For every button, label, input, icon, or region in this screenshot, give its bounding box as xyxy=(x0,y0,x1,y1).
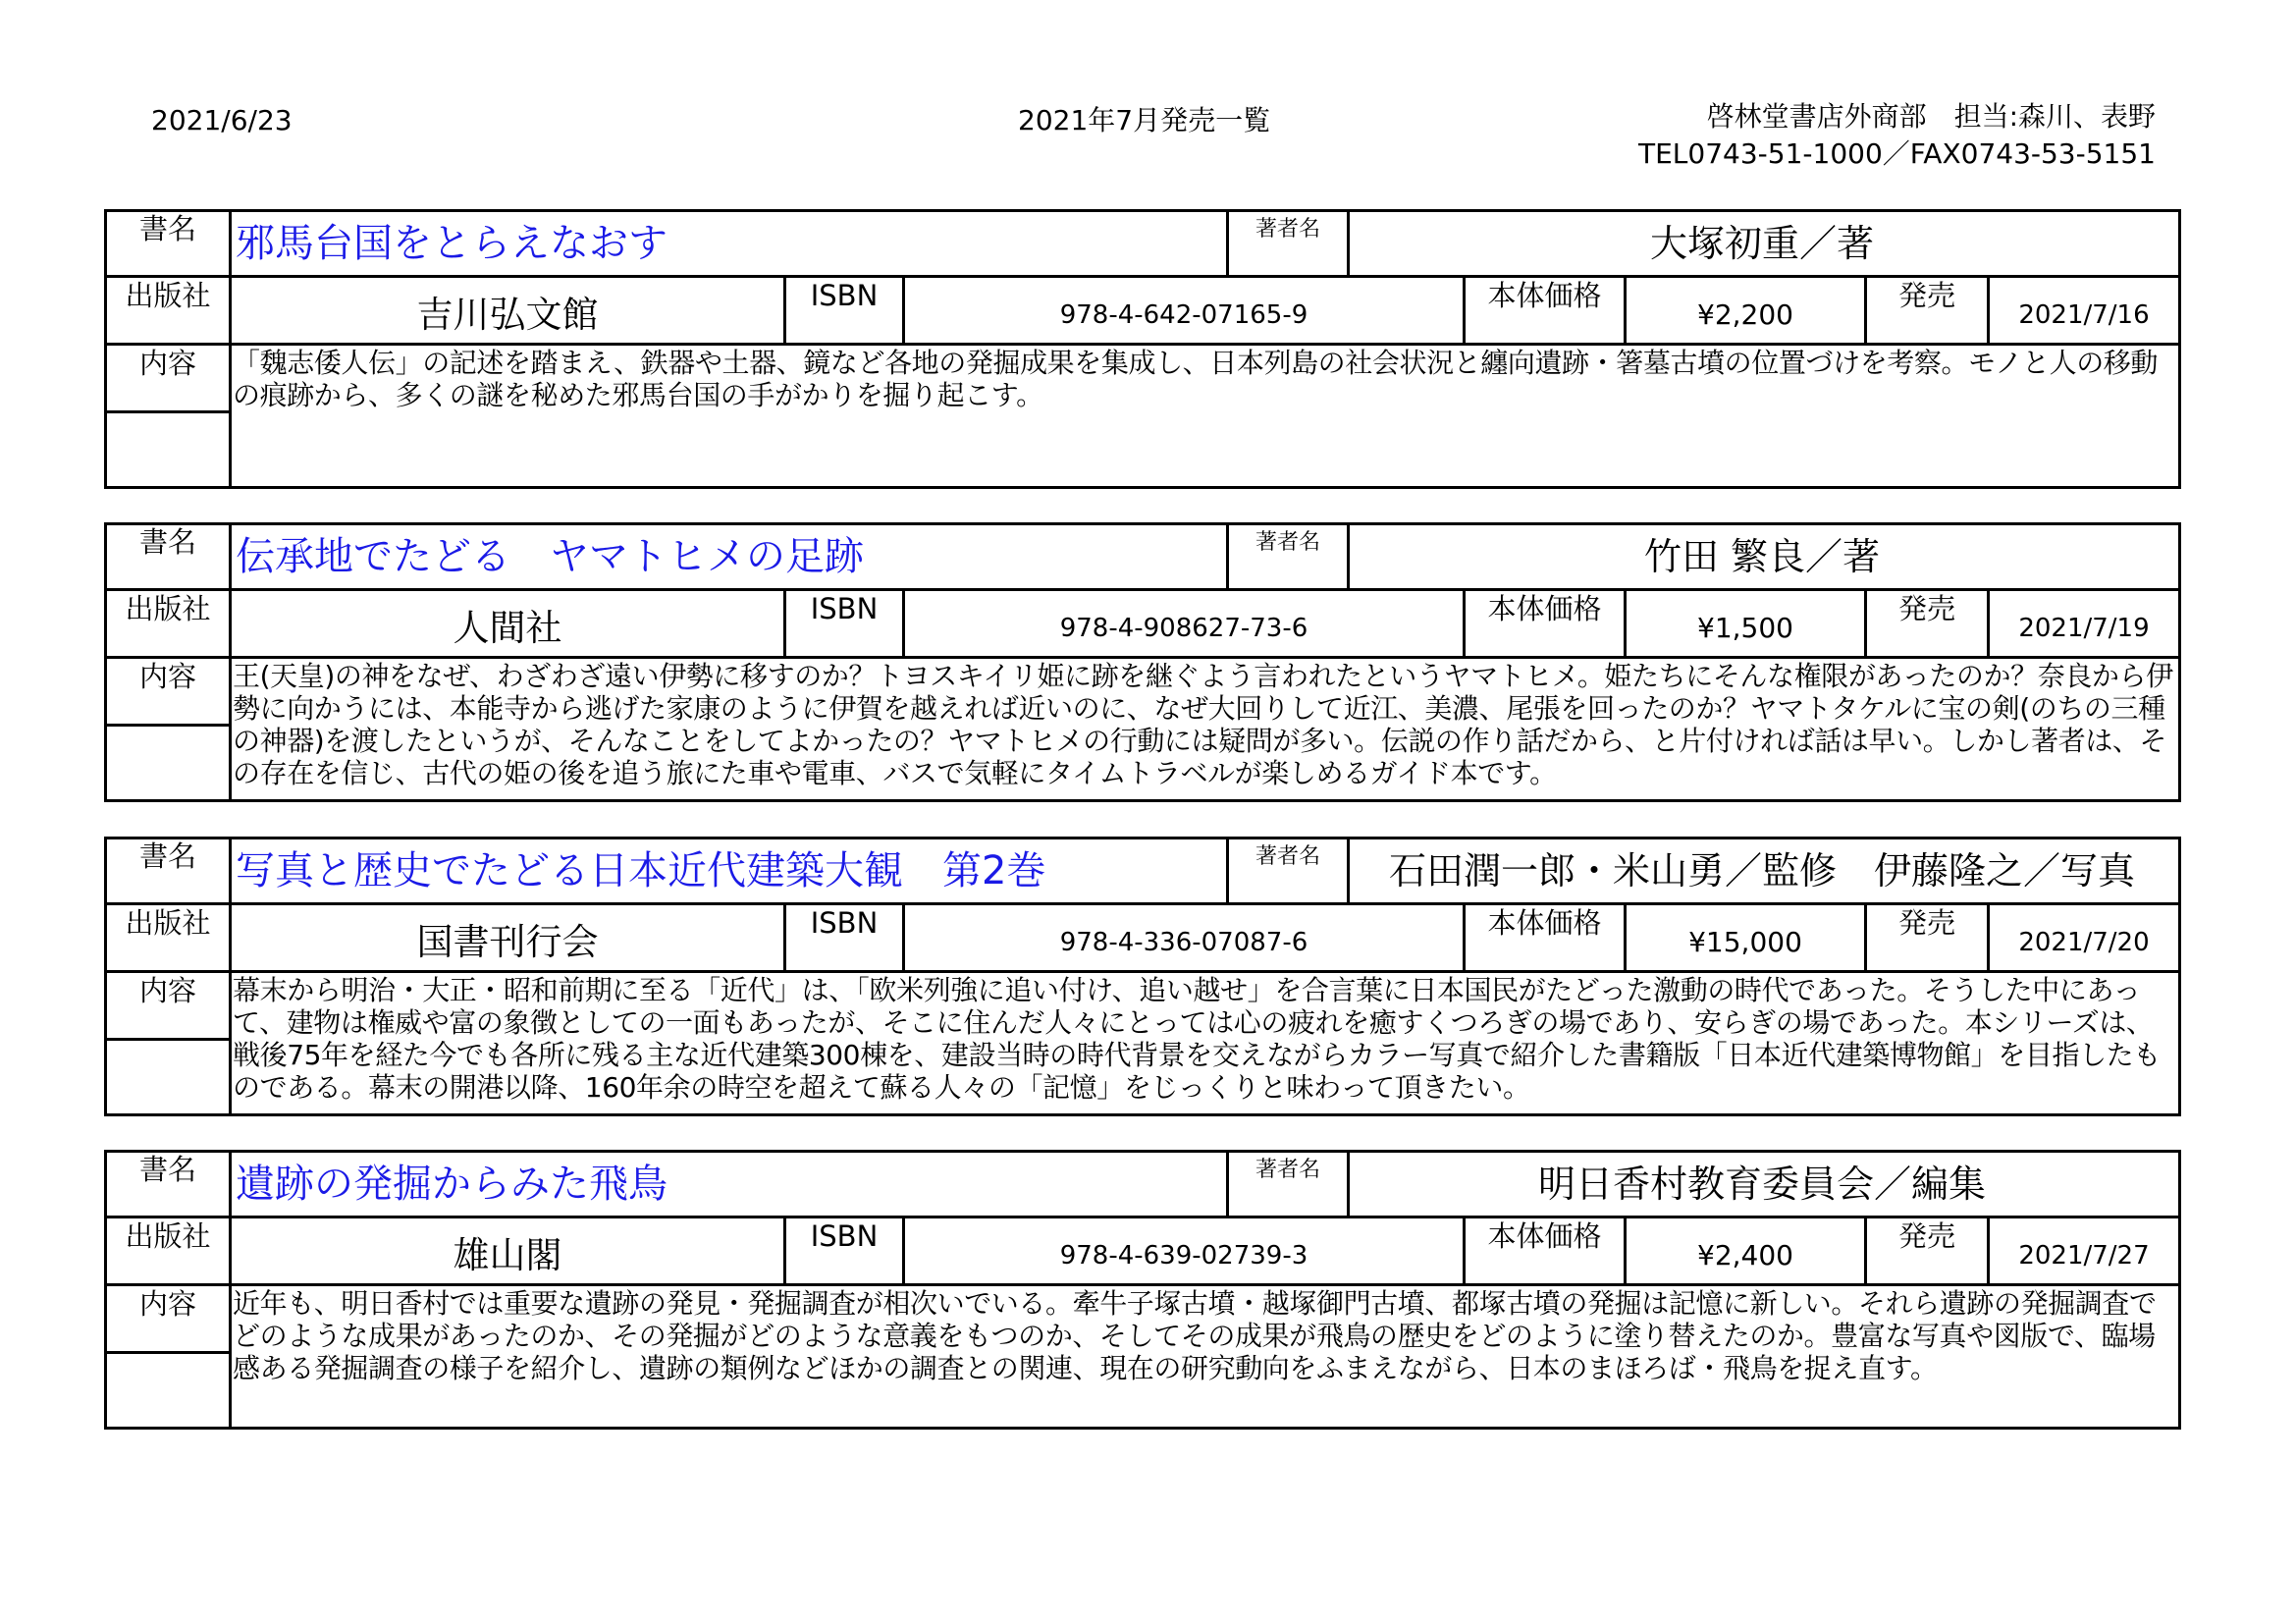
isbn-value: 978-4-642-07165-9 xyxy=(1059,300,1308,330)
publisher-name: 人間社 xyxy=(453,607,562,649)
row-divider xyxy=(107,1038,229,1041)
book-title: 伝承地でたどる ヤマトヒメの足跡 xyxy=(236,534,864,579)
book-author: 竹田 繁良／著 xyxy=(1643,535,1881,578)
price-label: 本体価格 xyxy=(1487,592,1602,625)
row-divider xyxy=(107,970,2178,973)
phone-fax: TEL0743-51-1000／FAX0743-53-5151 xyxy=(1638,137,2156,170)
book-title: 邪馬台国をとらえなおす xyxy=(236,221,667,266)
book-author: 大塚初重／著 xyxy=(1649,222,1874,265)
release-label: 発売 xyxy=(1897,906,1955,940)
release-label: 発売 xyxy=(1897,1219,1955,1253)
row-divider xyxy=(107,1351,229,1354)
col-divider xyxy=(229,839,232,1116)
document-date: 2021/6/23 xyxy=(151,104,293,136)
price-value: ¥15,000 xyxy=(1688,926,1802,958)
col-divider xyxy=(229,212,232,489)
row-divider xyxy=(107,902,2178,905)
isbn-value: 978-4-639-02739-3 xyxy=(1059,1241,1308,1271)
isbn-label: ISBN xyxy=(810,279,879,312)
store-contact-person: 啓林堂書店外商部 担当:森川、表野 xyxy=(1706,100,2156,133)
page-title: 2021年7月発売一覧 xyxy=(1018,104,1271,136)
book-card xyxy=(104,1150,2181,1430)
title-label: 書名 xyxy=(138,1153,196,1186)
title-label: 書名 xyxy=(138,525,196,559)
row-divider xyxy=(107,1283,2178,1286)
row-divider xyxy=(107,275,2178,278)
author-label: 著者名 xyxy=(1255,217,1320,242)
author-label: 著者名 xyxy=(1255,844,1320,869)
book-description: 王(天皇)の神をなぜ、わざわざ遠い伊勢に移すのか？トヨスキイリ姫に跡を継ぐよう言われたというヤマトヒメ。姫たちにそんな権限があったのか？奈良から伊勢に向かうには、本能寺から逃げた家康のように伊賀を越えれば近いのに、なぜ大回りして近江、美濃、尾張を回ったのか？ヤマトタケルに宝の剣(のちの三種の神器)を渡したというが、そんなことをしてよかったの？ヤマトヒメの行動には疑問が多い。伝説の作り話だから、と片付ければ話は早い。しかし著者は、その存在を信じ、古代の姫の後を追う旅にた車や電車、バスで気軽にタイムトラベルが楽しめるガイド本です。 xyxy=(233,660,2173,789)
col-divider xyxy=(229,1153,232,1430)
book-card xyxy=(104,837,2181,1116)
row-divider xyxy=(107,724,229,727)
row-divider xyxy=(107,343,2178,346)
book-description: 「魏志倭人伝」の記述を踏まえ、鉄器や土器、鏡など各地の発掘成果を集成し、日本列島の社会状況と纏向遺跡・箸墓古墳の位置づけを考察。モノと人の移動の痕跡から、多くの謎を秘めた邪馬台国の手がかりを掘り起こす。 xyxy=(233,347,2159,411)
book-card xyxy=(104,209,2181,489)
book-author: 明日香村教育委員会／編集 xyxy=(1537,1163,1986,1206)
isbn-value: 978-4-336-07087-6 xyxy=(1059,928,1308,957)
content-label: 内容 xyxy=(138,347,196,380)
price-value: ¥2,400 xyxy=(1697,1239,1793,1271)
isbn-value: 978-4-908627-73-6 xyxy=(1059,614,1308,643)
price-value: ¥1,500 xyxy=(1697,612,1793,644)
release-date: 2021/7/20 xyxy=(2018,928,2150,957)
author-label: 著者名 xyxy=(1255,1158,1320,1182)
publisher-label: 出版社 xyxy=(125,592,211,625)
publisher-name: 雄山閣 xyxy=(453,1234,562,1276)
release-label: 発売 xyxy=(1897,279,1955,312)
book-title: 写真と歴史でたどる日本近代建築大観 第2巻 xyxy=(236,848,1046,893)
isbn-label: ISBN xyxy=(810,906,879,940)
row-divider xyxy=(107,588,2178,591)
content-label: 内容 xyxy=(138,1287,196,1321)
row-divider xyxy=(107,1216,2178,1218)
release-label: 発売 xyxy=(1897,592,1955,625)
author-label: 著者名 xyxy=(1255,530,1320,555)
release-date: 2021/7/27 xyxy=(2018,1241,2150,1271)
book-author: 石田潤一郎・米山勇／監修 伊藤隆之／写真 xyxy=(1388,849,2135,893)
publisher-label: 出版社 xyxy=(125,1219,211,1253)
price-value: ¥2,200 xyxy=(1697,298,1793,331)
publisher-label: 出版社 xyxy=(125,279,211,312)
content-label: 内容 xyxy=(138,660,196,693)
book-title: 遺跡の発掘からみた飛鳥 xyxy=(236,1162,667,1207)
title-label: 書名 xyxy=(138,839,196,873)
publisher-name: 吉川弘文館 xyxy=(416,294,599,336)
col-divider xyxy=(229,525,232,802)
book-description: 幕末から明治・大正・昭和前期に至る「近代」は、「欧米列強に追い付け、追い越せ」を合言葉に日本国民がたどった激動の時代であった。そうした中にあって、建物は権威や富の象徴としての一面もあったが、そこに住んだ人々にとっては心の疲れを癒すくつろぎの場であり、安らぎの場であった。本シリーズは、戦後75年を経た今でも各所に残る主な近代建築300棟を、建設当時の時代背景を交えながらカラー写真で紹介した書籍版「日本近代建築博物館」を目指したものである。幕末の開港以降、160年余の時空を超えて蘇る人々の「記憶」をじっくりと味わって頂きたい。 xyxy=(233,974,2161,1104)
publisher-label: 出版社 xyxy=(125,906,211,940)
publisher-name: 国書刊行会 xyxy=(416,921,599,963)
row-divider xyxy=(107,410,229,413)
price-label: 本体価格 xyxy=(1487,906,1602,940)
book-card xyxy=(104,522,2181,802)
book-description: 近年も、明日香村では重要な遺跡の発見・発掘調査が相次いでいる。牽牛子塚古墳・越塚御門古墳、都塚古墳の発掘は記憶に新しい。それら遺跡の発掘調査でどのような成果があったのか、その発掘がどのような意義をもつのか、そしてその成果が飛鳥の歴史をどのように塗り替えたのか。豊富な写真や図版で、臨場感ある発掘調査の様子を紹介し、遺跡の類例などほかの調査との関連、現在の研究動向をふまえながら、日本のまほろば・飛鳥を捉え直す。 xyxy=(233,1287,2157,1384)
title-label: 書名 xyxy=(138,212,196,245)
content-label: 内容 xyxy=(138,974,196,1007)
release-date: 2021/7/19 xyxy=(2018,614,2150,643)
price-label: 本体価格 xyxy=(1487,279,1602,312)
isbn-label: ISBN xyxy=(810,1219,879,1253)
price-label: 本体価格 xyxy=(1487,1219,1602,1253)
release-date: 2021/7/16 xyxy=(2018,300,2150,330)
row-divider xyxy=(107,656,2178,659)
isbn-label: ISBN xyxy=(810,592,879,625)
